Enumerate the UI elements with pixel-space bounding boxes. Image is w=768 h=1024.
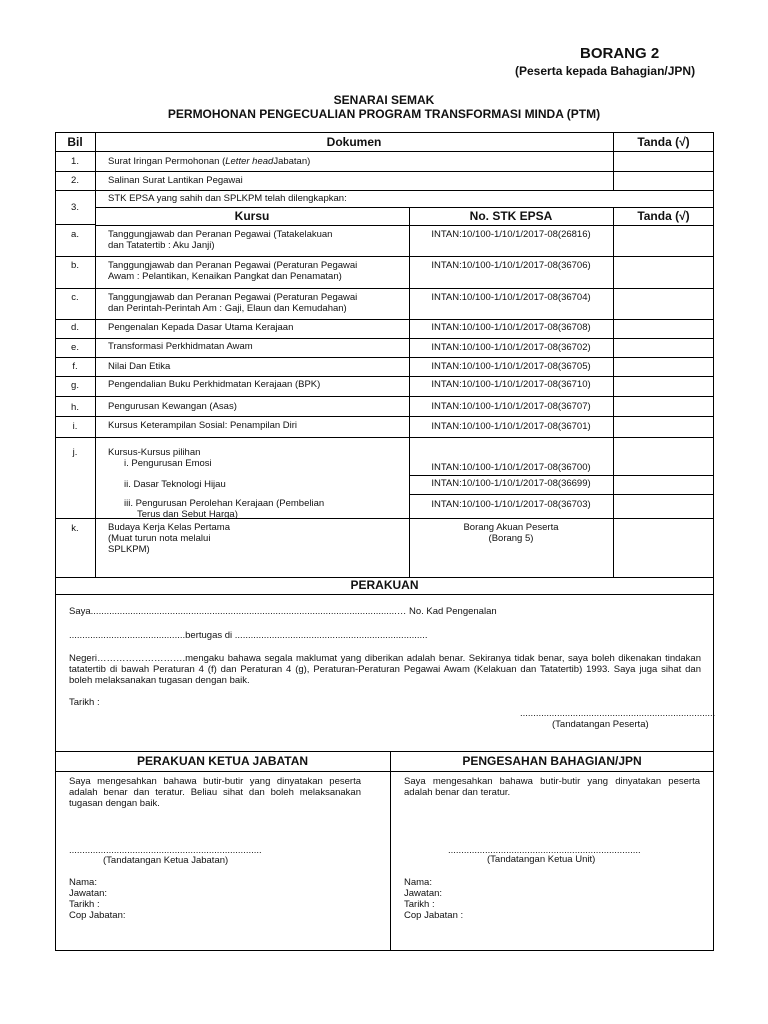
course-name: Budaya Kerja Kelas Pertama bbox=[108, 522, 230, 533]
rule bbox=[55, 357, 714, 358]
elective-stk: INTAN:10/100-1/10/1/2017-08(36699) bbox=[431, 478, 591, 489]
rule bbox=[613, 207, 614, 578]
pengesahan-statement: Saya mengesahkan bahawa butir-butir yang dinyatakan peserta adalah benar dan teratur. bbox=[404, 776, 700, 798]
course-stk: INTAN:10/100-1/10/1/2017-08(36706) bbox=[431, 260, 591, 271]
elective-stk: INTAN:10/100-1/10/1/2017-08(36700) bbox=[431, 462, 591, 473]
course-bil: k. bbox=[71, 523, 79, 534]
course-bil: c. bbox=[71, 292, 79, 303]
course-bil: b. bbox=[71, 260, 79, 271]
rule bbox=[409, 475, 714, 476]
course-bil: d. bbox=[71, 322, 79, 333]
course-name: Tanggungjawab dan Peranan Pegawai (Tatakelakuan bbox=[108, 229, 333, 240]
course-name: Nilai Dan Etika bbox=[108, 361, 171, 372]
course-stk: INTAN:10/100-1/10/1/2017-08(36705) bbox=[431, 361, 591, 372]
perakuan-duty-line: ............................................bertugas di ......................................................................... bbox=[69, 630, 428, 641]
pengesahan-nama: Nama: bbox=[404, 877, 432, 888]
course-name: Pengurusan Kewangan (Asas) bbox=[108, 401, 237, 412]
course-name: Kursus Keterampilan Sosial: Penampilan Diri bbox=[108, 420, 298, 431]
signature-label: (Tandatangan Ketua Unit) bbox=[487, 854, 596, 865]
sub-header-tanda: Tanda (√) bbox=[637, 209, 690, 223]
course-bil: h. bbox=[71, 402, 79, 413]
pengesahan-title: PENGESAHAN BAHAGIAN/JPN bbox=[462, 754, 642, 768]
rule bbox=[55, 256, 714, 257]
course-stk: INTAN:10/100-1/10/1/2017-08(36704) bbox=[431, 292, 591, 303]
sub-header-stk: No. STK EPSA bbox=[469, 209, 553, 223]
ketua-statement: Saya mengesahkan bahawa butir-butir yang dinyatakan peserta adalah benar dan teratur. Beliau sihat dan boleh melaksanakan tugasan dengan baik. bbox=[69, 776, 361, 809]
course-bil: g. bbox=[71, 380, 79, 391]
document-heading: SENARAI SEMAK bbox=[333, 93, 435, 107]
course-bil: j. bbox=[72, 447, 78, 458]
course-bil: e. bbox=[71, 342, 79, 353]
ketua-jawatan: Jawatan: bbox=[69, 888, 108, 899]
course-bil: a. bbox=[71, 229, 79, 240]
course-name: (Muat turun nota melalui bbox=[108, 533, 211, 544]
form-audience: (Peserta kepada Bahagian/JPN) bbox=[515, 64, 696, 78]
signature-label: (Tandatangan Ketua Jabatan) bbox=[103, 855, 229, 866]
row-bil: 1. bbox=[71, 156, 79, 167]
course-stk: INTAN:10/100-1/10/1/2017-08(36710) bbox=[431, 379, 591, 390]
course-bil: i. bbox=[72, 421, 78, 432]
elective-stk: INTAN:10/100-1/10/1/2017-08(36703) bbox=[431, 499, 591, 510]
row-dokumen: STK EPSA yang sahih dan SPLKPM telah dilengkapkan: bbox=[108, 193, 347, 204]
rule bbox=[55, 288, 714, 289]
perakuan-date: Tarikh : bbox=[69, 697, 100, 708]
row-dokumen: Surat Iringan Permohonan (Letter headJabatan) bbox=[108, 156, 311, 167]
elective-item: iii. Pengurusan Perolehan Kerajaan (Pembelian bbox=[124, 498, 325, 509]
pengesahan-jawatan: Jawatan: bbox=[404, 888, 443, 899]
course-name: dan Tatatertib : Aku Janji) bbox=[108, 240, 215, 251]
ketua-title: PERAKUAN KETUA JABATAN bbox=[136, 754, 309, 768]
rule bbox=[55, 396, 714, 397]
row-bil: 2. bbox=[71, 175, 79, 186]
course-stk: INTAN:10/100-1/10/1/2017-08(26816) bbox=[431, 229, 591, 240]
course-name: Tanggungjawab dan Peranan Pegawai (Peraturan Pegawai bbox=[108, 260, 358, 271]
elective-item: Terus dan Sebut Harga) bbox=[137, 509, 238, 520]
signature-line: .......................................................................... bbox=[520, 708, 716, 719]
col-header-dokumen: Dokumen bbox=[326, 135, 382, 149]
document-title: PERMOHONAN PENGECUALIAN PROGRAM TRANSFORMASI MINDA (PTM) bbox=[167, 107, 601, 121]
elective-item: i. Pengurusan Emosi bbox=[124, 458, 212, 469]
course-stk: INTAN:10/100-1/10/1/2017-08(36708) bbox=[431, 322, 591, 333]
ketua-tarikh: Tarikh : bbox=[69, 899, 100, 910]
rule bbox=[95, 207, 714, 208]
course-stk: INTAN:10/100-1/10/1/2017-08(36701) bbox=[431, 421, 591, 432]
rule bbox=[95, 132, 96, 578]
perakuan-title: PERAKUAN bbox=[350, 578, 419, 592]
pengesahan-cop: Cop Jabatan : bbox=[404, 910, 464, 921]
rule bbox=[409, 494, 714, 495]
course-stk: INTAN:10/100-1/10/1/2017-08(36707) bbox=[431, 401, 591, 412]
course-stk: (Borang 5) bbox=[488, 533, 534, 544]
course-name: Pengendalian Buku Perkhidmatan Kerajaan (BPK) bbox=[108, 379, 321, 390]
rule bbox=[55, 151, 714, 152]
course-stk: INTAN:10/100-1/10/1/2017-08(36702) bbox=[431, 342, 591, 353]
rule bbox=[95, 225, 714, 226]
rule bbox=[55, 376, 714, 377]
course-name: Tanggungjawab dan Peranan Pegawai (Peraturan Pegawai bbox=[108, 292, 358, 303]
col-header-tanda: Tanda (√) bbox=[637, 135, 690, 149]
signature-line: ......................................................................... bbox=[69, 845, 262, 856]
ketua-nama: Nama: bbox=[69, 877, 97, 888]
course-name: SPLKPM) bbox=[108, 544, 150, 555]
rule bbox=[55, 319, 714, 320]
form-number: BORANG 2 bbox=[580, 45, 660, 62]
pengesahan-tarikh: Tarikh : bbox=[404, 899, 435, 910]
elective-item: ii. Dasar Teknologi Hijau bbox=[124, 479, 226, 490]
perakuan-name-line: Saya....................................................................................................................… No. Kad Pengenalan bbox=[69, 606, 497, 617]
elective-title: Kursus-Kursus pilihan bbox=[108, 447, 201, 458]
rule bbox=[55, 594, 714, 595]
ketua-cop: Cop Jabatan: bbox=[69, 910, 126, 921]
rule bbox=[55, 338, 714, 339]
row-bil: 3. bbox=[71, 202, 79, 213]
course-stk: Borang Akuan Peserta bbox=[463, 522, 559, 533]
rule bbox=[55, 771, 714, 772]
rule bbox=[55, 416, 714, 417]
course-bil: f. bbox=[72, 361, 78, 372]
row-dokumen: Salinan Surat Lantikan Pegawai bbox=[108, 175, 243, 186]
sub-header-kursu: Kursu bbox=[234, 209, 270, 223]
course-name: dan Perintah-Perintah Am : Gaji, Elaun dan Kemudahan) bbox=[108, 303, 347, 314]
rule bbox=[55, 437, 714, 438]
rule bbox=[390, 751, 391, 951]
rule bbox=[55, 171, 714, 172]
course-name: Transformasi Perkhidmatan Awam bbox=[108, 341, 253, 352]
perakuan-declaration: Negeri……………………….mengaku bahawa segala maklumat yang diberikan adalah benar. Sekiranya tidak benar, saya boleh dikenakan tindakan tatatertib di bawah Peraturan 4 (f) dan Peraturan 4 (g), Peraturan-Peraturan Pegawai Awam (Kelakuan dan Tatatertib) 1993. Saya juga sihat dan boleh melaksanakan tugasan dengan baik. bbox=[69, 653, 701, 686]
rule bbox=[55, 190, 714, 191]
course-name: Pengenalan Kepada Dasar Utama Kerajaan bbox=[108, 322, 294, 333]
signature-label: (Tandatangan Peserta) bbox=[552, 719, 649, 730]
course-name: Awam : Pelantikan, Kenaikan Pangkat dan Penamatan) bbox=[108, 271, 342, 282]
rule bbox=[55, 224, 95, 225]
col-header-bil: Bil bbox=[67, 135, 83, 149]
rule bbox=[55, 751, 714, 752]
signature-line: ......................................................................... bbox=[448, 845, 641, 856]
